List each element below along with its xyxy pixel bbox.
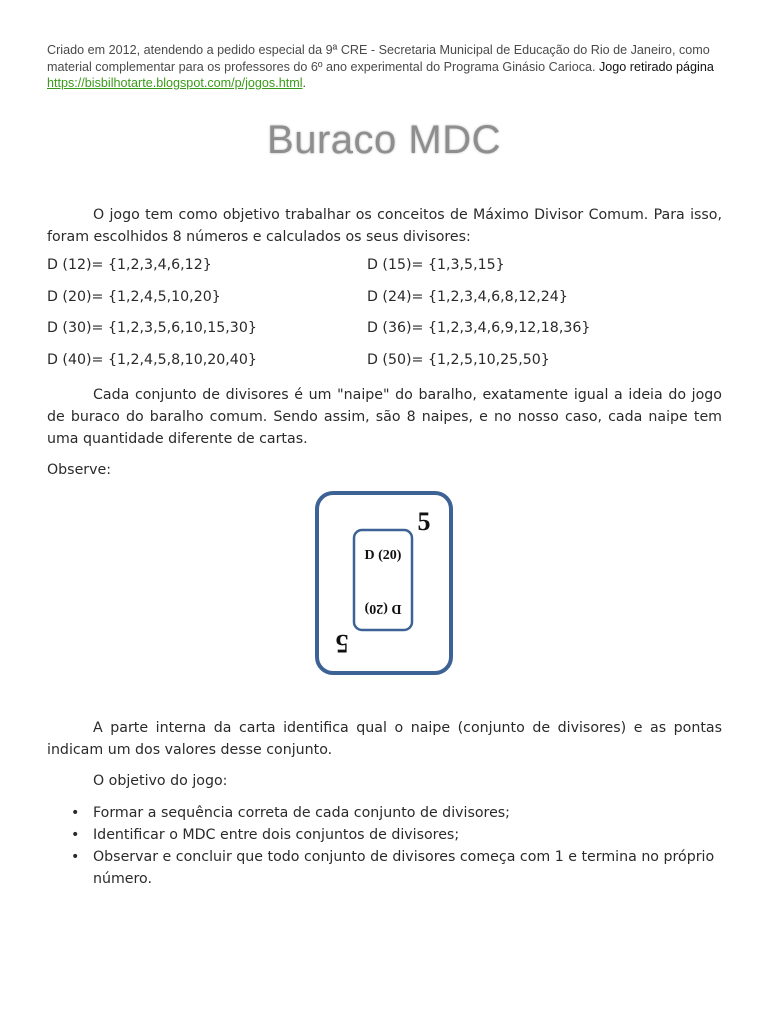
- observe-label: Observe:: [47, 462, 112, 478]
- divisor-set: D (30)= {1,2,3,5,6,10,15,30}: [47, 320, 257, 336]
- objective-text: Identificar o MDC entre dois conjuntos de divisores;: [93, 827, 460, 843]
- divisor-row: [47, 352, 727, 374]
- intro-paragraph: O jogo tem como objetivo trabalhar os conceitos de Máximo Divisor Comum. Para isso, foram escolhidos 8 números e calculados os seus divisores:: [47, 207, 722, 245]
- corner-value-bottom: 5: [335, 629, 349, 658]
- objective-text: Formar a sequência correta de cada conjunto de divisores;: [93, 805, 510, 821]
- objectives-list: [47, 802, 727, 890]
- divisor-set: D (15)= {1,3,5,15}: [367, 257, 505, 273]
- bullet-icon: •: [71, 805, 80, 821]
- card-explanation: A parte interna da carta identifica qual o naipe (conjunto de divisores) e as pontas indicam um dos valores desse conjunto.: [47, 720, 722, 758]
- bullet-icon: •: [71, 849, 80, 865]
- suit-label-top: D (20): [364, 548, 402, 563]
- header-note: [47, 42, 727, 92]
- suits-paragraph: Cada conjunto de divisores é um "naipe" do baralho, exatamente igual a ideia do jogo de buraco do baralho comum. Sendo assim, são 8 naipes, e no nosso caso, cada naipe tem uma quantidade diferente de cartas.: [47, 387, 722, 447]
- objective-heading: O objetivo do jogo:: [93, 773, 228, 789]
- divisor-set: D (12)= {1,2,3,4,6,12}: [47, 257, 212, 273]
- list-item: [47, 802, 727, 824]
- list-item: [47, 824, 727, 846]
- divisor-row: [47, 257, 727, 279]
- divisor-row: [47, 289, 727, 311]
- header-text: Criado em 2012, atendendo a pedido especial da 9ª CRE - Secretaria Municipal de Educação do Rio de Janeiro, como material complementar para os professores do 6º ano experimental do Programa Ginásio Carioca.: [47, 43, 710, 74]
- page-title: Buraco MDC: [267, 118, 501, 162]
- list-item: [47, 846, 727, 890]
- objective-text: Observar e concluir que todo conjunto de divisores começa com 1 e termina no próprio número.: [93, 849, 715, 887]
- suit-label-bottom: D (20): [364, 601, 402, 616]
- divisor-set: D (36)= {1,2,3,4,6,9,12,18,36}: [367, 320, 591, 336]
- divisor-set: D (50)= {1,2,5,10,25,50}: [367, 352, 550, 368]
- source-link[interactable]: https://bisbilhotarte.blogspot.com/p/jogos.html: [47, 76, 303, 90]
- example-card: [314, 490, 454, 676]
- divisor-set: D (40)= {1,2,4,5,8,10,20,40}: [47, 352, 257, 368]
- divisor-set: D (20)= {1,2,4,5,10,20}: [47, 289, 221, 305]
- corner-value-top: 5: [417, 507, 431, 536]
- divisor-row: [47, 320, 727, 342]
- bullet-icon: •: [71, 827, 80, 843]
- header-source-text: Jogo retirado página: [595, 59, 714, 74]
- card-illustration: [314, 490, 454, 676]
- header-tail: .: [302, 76, 307, 90]
- divisor-set: D (24)= {1,2,3,4,6,8,12,24}: [367, 289, 568, 305]
